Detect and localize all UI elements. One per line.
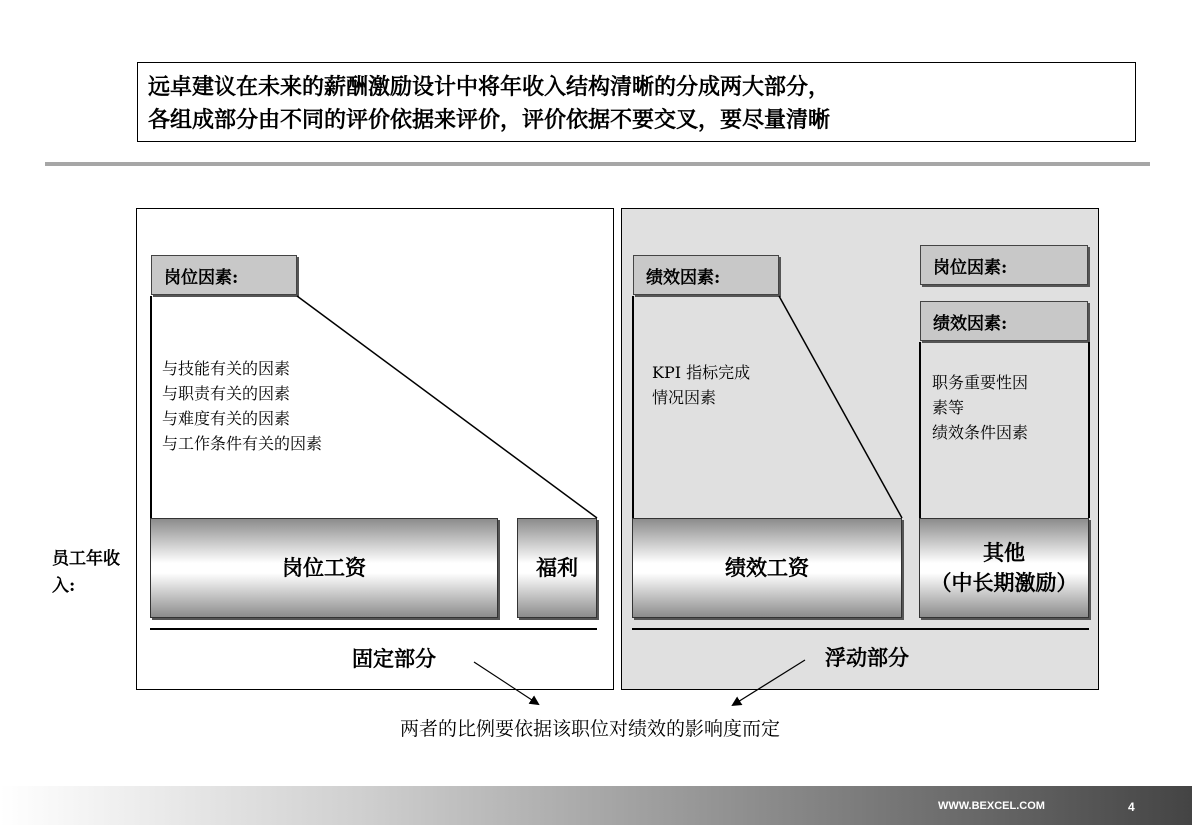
floating-part-label: 浮动部分 [825,645,909,670]
floating-diagonal-line [779,296,902,518]
position-factor-item: 与职责有关的因素 [162,384,291,403]
performance-factor-item: KPI 指标完成 [652,363,751,382]
page-number: 4 [1128,800,1135,814]
fixed-part-label: 固定部分 [352,646,436,671]
position-factor-item: 与难度有关的因素 [162,409,291,428]
other-bar-line1: 其他 [983,540,1025,565]
other-position-factor-tag: 岗位因素: [920,245,1088,285]
performance-factor-tag: 绩效因素: [633,255,779,295]
fixed-diagonal-line [297,296,597,518]
other-factor-item: 绩效条件因素 [932,423,1029,442]
benefit-bar: 福利 [517,518,597,618]
ratio-note: 两者的比例要依据该职位对绩效的影响度而定 [400,718,781,740]
fixed-arrow [474,662,538,704]
annual-income-label-line1: 员工年收 [52,549,120,569]
position-factor-tag: 岗位因素: [151,255,297,295]
other-performance-factor-tag: 绩效因素: [920,301,1088,341]
annual-income-label-line2: 入: [52,576,76,596]
position-factor-item: 与技能有关的因素 [162,359,291,378]
position-factor-item: 与工作条件有关的因素 [162,434,323,453]
floating-arrow [733,660,805,705]
other-factor-item: 素等 [932,398,965,417]
performance-salary-bar: 绩效工资 [632,518,902,618]
title-line-1: 远卓建议在未来的薪酬激励设计中将年收入结构清晰的分成两大部分， [148,74,831,100]
other-factor-item: 职务重要性因 [932,373,1029,392]
title-line-2: 各组成部分由不同的评价依据来评价，评价依据不要交叉，要尽量清晰 [148,107,831,133]
other-bar-line2: （中长期激励） [930,570,1078,595]
position-salary-bar: 岗位工资 [150,518,498,618]
performance-factor-item: 情况因素 [652,388,717,407]
footer-url: WWW.BEXCEL.COM [938,800,1045,812]
